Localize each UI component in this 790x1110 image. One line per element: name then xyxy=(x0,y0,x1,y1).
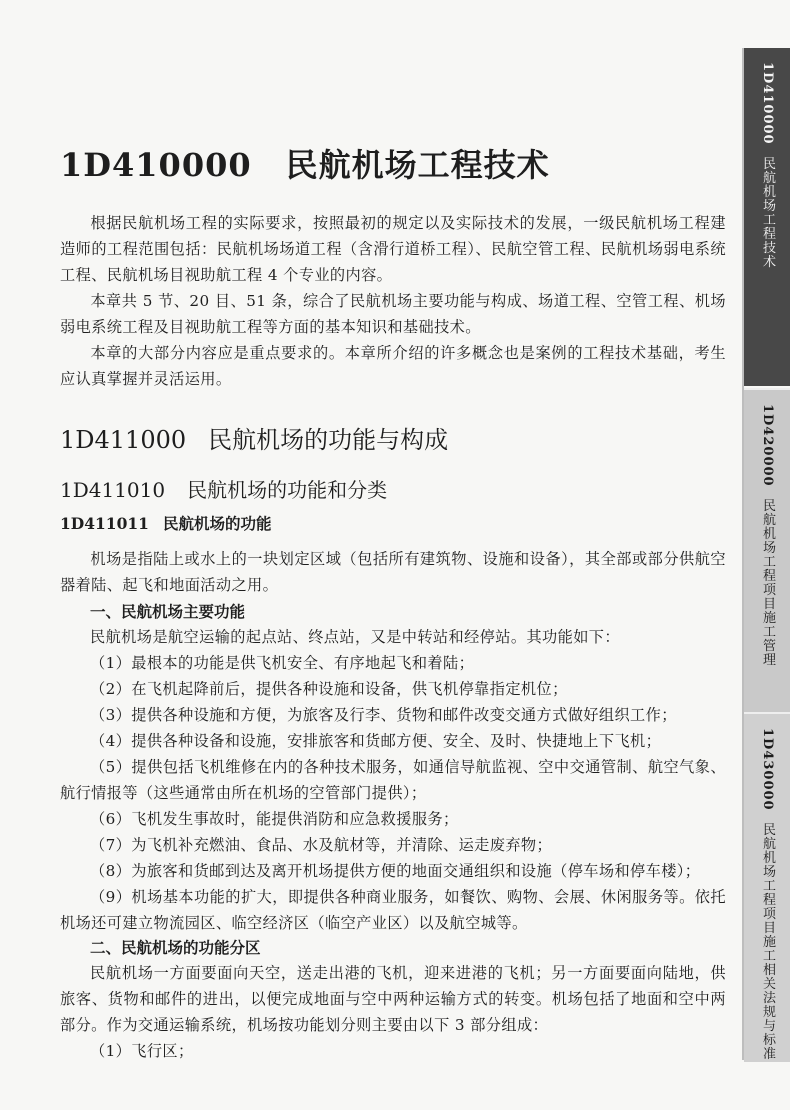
intro-paragraph-1: 根据民航机场工程的实际要求，按照最初的规定以及实际技术的发展，一级民航机场工程建造师的工程范围包括：民航机场场道工程（含滑行道桥工程）、民航空管工程、民航机场弱电系统工程、民航机场目视助航工程 4 个专业的内容。 xyxy=(60,214,726,284)
intro-paragraph-3: 本章的大部分内容应是重点要求的。本章所介绍的许多概念也是案例的工程技术基础，考生应认真掌握并灵活运用。 xyxy=(60,344,726,388)
part1-item-1: （1）最根本的功能是供飞机安全、有序地起飞和着陆； xyxy=(90,654,475,672)
part1-item-8: （8）为旅客和货邮到达及离开机场提供方便的地面交通组织和设施（停车场和停车楼）； xyxy=(90,862,701,880)
part1-heading: 一、民航机场主要功能 xyxy=(90,603,246,621)
section-heading xyxy=(60,420,448,455)
part1-lead: 民航机场是航空运输的起点站、终点站，又是中转站和经停站。其功能如下： xyxy=(90,628,620,646)
part1-item-3: （3）提供各种设施和方便，为旅客及行李、货物和邮件改变交通方式做好组织工作； xyxy=(90,706,677,724)
article-title: 民航机场的功能 xyxy=(162,514,272,533)
intro-paragraph-2: 本章共 5 节、20 目、51 条，综合了民航机场主要功能与构成、场道工程、空管工程、机场弱电系统工程及目视助航工程等方面的基本知识和基础技术。 xyxy=(60,292,726,336)
subsection-code: 1D411010 xyxy=(60,478,166,502)
side-tab-1-code: 1D410000 xyxy=(760,62,775,145)
part1-item-5: （5）提供包括飞机维修在内的各种技术服务，如通信导航监视、空中交通管制、航空气象、航行情报等（这些通常由所在机场的空管部门提供）； xyxy=(60,758,726,802)
part2-lead: 民航机场一方面要面向天空，送走出港的飞机，迎来进港的飞机；另一方面要面向陆地，供旅客、货物和邮件的进出，以便完成地面与空中两种运输方式的转变。机场包括了地面和空中两部分。作为交通运输系统，机场按功能划分则主要由以下 3 部分组成： xyxy=(60,964,726,1034)
part1-item-6: （6）飞机发生事故时，能提供消防和应急救援服务； xyxy=(90,810,459,828)
subsection-title: 民航机场的功能和分类 xyxy=(187,478,388,502)
part2-heading: 二、民航机场的功能分区 xyxy=(90,939,261,957)
part1-item-2: （2）在飞机起降前后，提供各种设施和设备，供飞机停靠指定机位； xyxy=(90,680,568,698)
side-tab-3-label: 民航机场工程项目施工相关法规与标准 xyxy=(760,822,775,1061)
part1-item-9: （9）机场基本功能的扩大，即提供各种商业服务，如餐饮、购物、会展、休闲服务等。依托机场还可建立物流园区、临空经济区（临空产业区）以及航空城等。 xyxy=(60,888,726,932)
chapter-name: 民航机场工程技术 xyxy=(285,146,550,184)
part2-item-1: （1）飞行区； xyxy=(90,1042,194,1060)
definition-paragraph: 机场是指陆上或水上的一块划定区域（包括所有建筑物、设施和设备），其全部或部分供航空器着陆、起飞和地面活动之用。 xyxy=(60,550,726,594)
part1-item-7: （7）为飞机补充燃油、食品、水及航材等，并清除、运走废弃物； xyxy=(90,836,553,854)
section-code: 1D411000 xyxy=(60,426,187,454)
side-tab-chapter-1[interactable] xyxy=(744,48,790,386)
side-tab-1-label: 民航机场工程技术 xyxy=(760,156,775,269)
chapter-code: 1D410000 xyxy=(60,146,252,184)
side-tab-chapter-2[interactable] xyxy=(744,388,790,712)
side-tab-3-code: 1D430000 xyxy=(760,728,775,811)
article-heading xyxy=(60,512,271,534)
subsection-heading xyxy=(60,474,387,503)
article-code: 1D411011 xyxy=(60,514,149,533)
chapter-title xyxy=(60,140,550,186)
section-title: 民航机场的功能与构成 xyxy=(208,426,449,454)
side-tab-chapter-3[interactable] xyxy=(744,712,790,1062)
side-tab-2-code: 1D420000 xyxy=(760,404,775,487)
part1-item-4: （4）提供各种设备和设施，安排旅客和货邮方便、安全、及时、快捷地上下飞机； xyxy=(90,732,662,750)
side-tab-2-label: 民航机场工程项目施工管理 xyxy=(760,498,775,667)
